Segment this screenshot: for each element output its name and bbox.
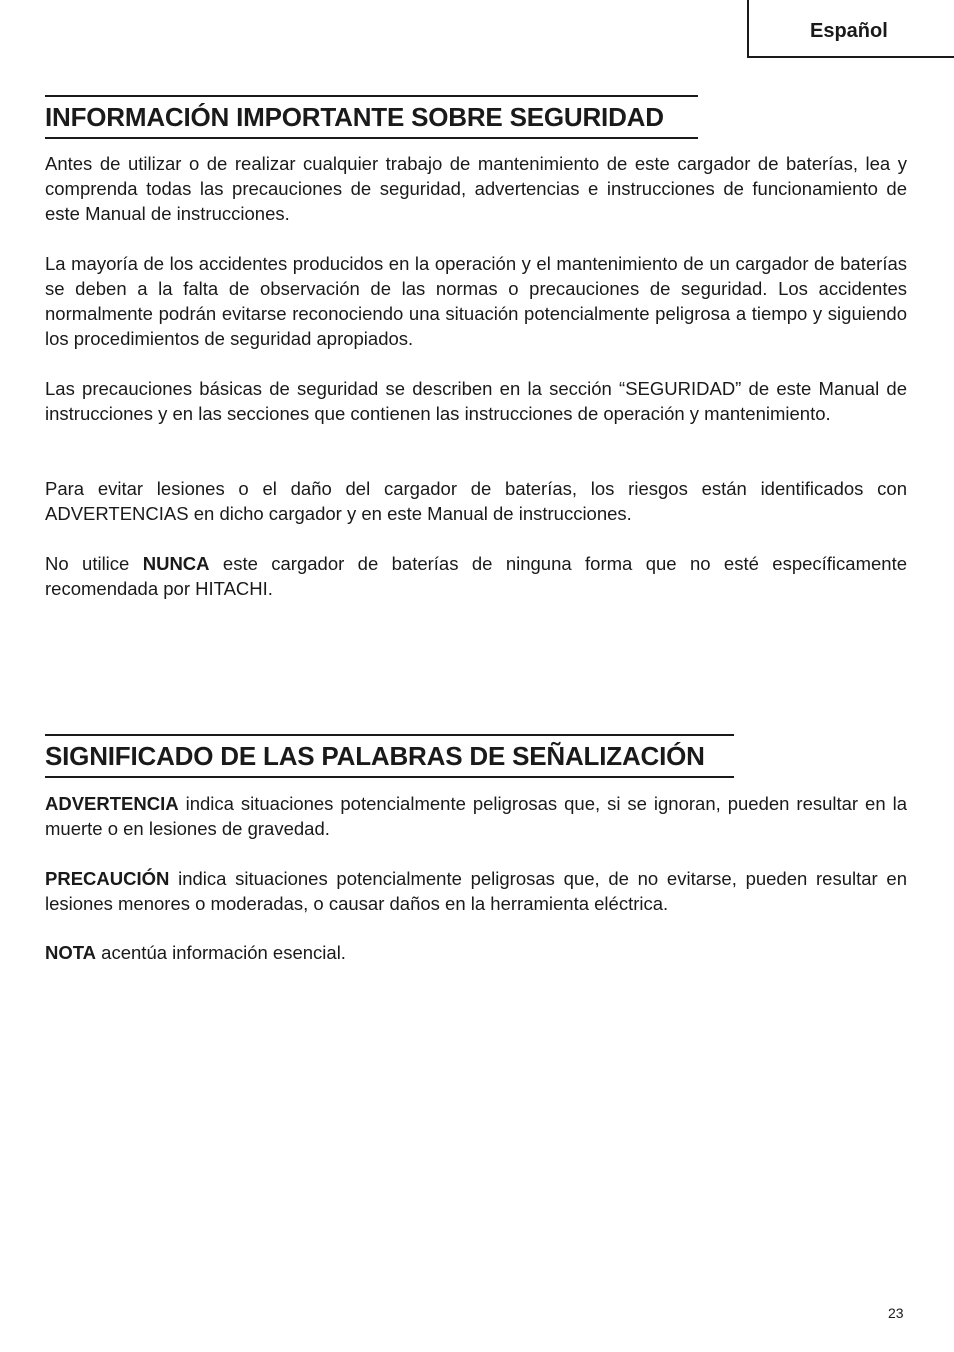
definition-caution xyxy=(45,866,907,916)
term-caution: PRECAUCIÓN xyxy=(45,868,170,889)
section-heading-signal-words: SIGNIFICADO DE LAS PALABRAS DE SEÑALIZACIÓN xyxy=(45,734,734,778)
page-number: 23 xyxy=(888,1305,904,1321)
paragraph-never-use xyxy=(45,551,907,601)
paragraph: Para evitar lesiones o el daño del cargador de baterías, los riesgos están identificados con ADVERTENCIAS en dicho cargador y en este Manual de instrucciones. xyxy=(45,478,907,524)
text-run: este cargador de baterías de ninguna forma que no esté específicamente recomendada por HITACHI. xyxy=(45,553,907,599)
definition-note xyxy=(45,940,907,965)
paragraph: Antes de utilizar o de realizar cualquier trabajo de mantenimiento de este cargador de baterías, lea y comprenda todas las precauciones de seguridad, advertencias e instrucciones de funcionamiento de este Manual de instrucciones. xyxy=(45,153,907,224)
definition-text: indica situaciones potencialmente peligrosas que, de no evitarse, pueden resultar en lesiones menores o moderadas, o causar daños en la herramienta eléctrica. xyxy=(45,868,907,914)
definition-warning xyxy=(45,791,907,841)
definition-text: acentúa información esencial. xyxy=(96,942,346,963)
emphasis-never: NUNCA xyxy=(142,553,210,574)
section-heading-safety: INFORMACIÓN IMPORTANTE SOBRE SEGURIDAD xyxy=(45,95,698,139)
language-label: Español xyxy=(810,20,888,42)
paragraph: La mayoría de los accidentes producidos en la operación y el mantenimiento de un cargador de baterías se deben a la falta de observación de las normas o precauciones de seguridad. Los accidentes normalmente podrán evitarse reconociendo una situación potencialmente peligrosa a tiempo y siguiendo los procedimientos de seguridad apropiados. xyxy=(45,253,907,349)
language-tab xyxy=(747,0,954,58)
paragraph: Las precauciones básicas de seguridad se describen en la sección “SEGURIDAD” de este Manual de instrucciones y en las secciones que contienen las instrucciones de operación y mantenimiento. xyxy=(45,378,907,424)
term-warning: ADVERTENCIA xyxy=(45,793,179,814)
definition-text: indica situaciones potencialmente peligrosas que, si se ignoran, pueden resultar en la muerte o en lesiones de gravedad. xyxy=(45,793,907,839)
text-run: No utilice xyxy=(45,553,143,574)
term-note: NOTA xyxy=(45,942,97,963)
